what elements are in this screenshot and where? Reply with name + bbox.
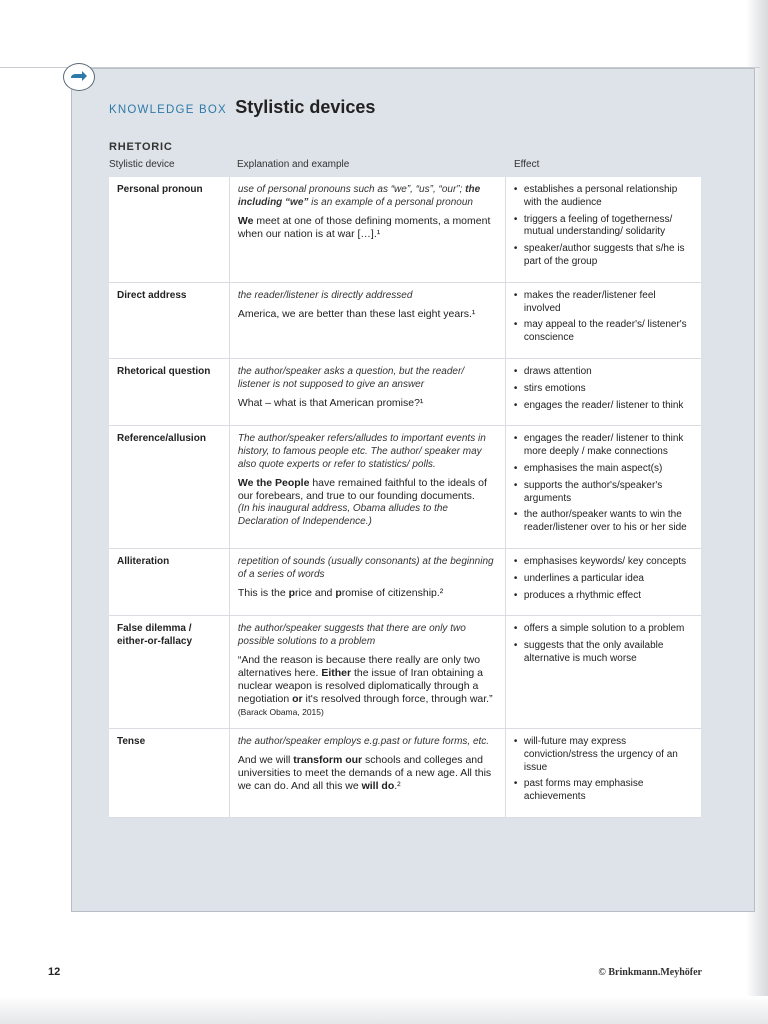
text-fragment: it's resolved through force, through war.” [302, 692, 493, 705]
explanation-cell [229, 358, 505, 425]
effect-list [514, 184, 693, 269]
section-title: RHETORIC [109, 141, 173, 153]
table-row [109, 728, 701, 817]
example [238, 397, 497, 410]
effect-item: • suggests that the only available alternative is much worse [514, 640, 693, 666]
table-row [109, 358, 701, 425]
column-header-explanation: Explanation and example [237, 159, 350, 170]
effect-list [514, 556, 693, 602]
example [238, 215, 497, 241]
device-name: Personal pronoun [109, 177, 229, 282]
table-row [109, 282, 701, 358]
effect-item: • will-future may express conviction/stress the urgency of an issue [514, 736, 693, 774]
effect-cell [505, 358, 701, 425]
table-row [109, 177, 701, 282]
publisher: © Brinkmann.Meyhöfer [598, 967, 702, 978]
page-number: 12 [48, 966, 61, 978]
definition [238, 736, 497, 749]
knowledge-box-label: KNOWLEDGE BOX [109, 104, 227, 116]
effect-list [514, 433, 693, 535]
effect-item: • establishes a personal relationship with the audience [514, 184, 693, 210]
text-fragment: America, we are better than these last eight years.¹ [237, 307, 476, 320]
emphasis-text: p [335, 586, 342, 599]
device-name: Rhetorical question [109, 358, 229, 425]
definition [238, 433, 497, 471]
arrow-right-icon [70, 71, 88, 83]
example-note: (In his inaugural address, Obama alludes to the Declaration of Independence.) [237, 502, 448, 527]
effect-item: • speaker/author suggests that s/he is part of the group [514, 243, 693, 269]
effect-item: • may appeal to the reader's/ listener's conscience [514, 319, 693, 345]
effect-list [514, 366, 693, 412]
effect-cell [505, 282, 701, 358]
page-title: Stylistic devices [235, 97, 376, 117]
effect-item: • produces a rhythmic effect [514, 590, 693, 603]
text-fragment: the author/speaker suggests that there are only two possible solutions to a problem [237, 623, 466, 648]
effect-item: • makes the reader/listener feel involved [514, 290, 693, 316]
table-row [109, 616, 701, 729]
text-fragment: rice and [295, 586, 336, 599]
emphasis-text: the including “we” [237, 184, 481, 208]
example [238, 587, 497, 600]
definition [238, 184, 497, 210]
text-fragment: romise of citizenship.² [341, 586, 444, 599]
effect-cell [505, 426, 701, 549]
effect-item: • draws attention [514, 366, 693, 379]
text-fragment: This is the [237, 586, 289, 599]
explanation-cell [229, 548, 505, 615]
text-fragment: the reader/listener is directly addressed [237, 289, 413, 301]
definition [238, 366, 497, 392]
text-fragment: repetition of sounds (usually consonants) at the beginning of a series of words [237, 555, 494, 580]
emphasis-text: will do [361, 779, 395, 792]
example [238, 754, 497, 793]
effect-item: • emphasises keywords/ key concepts [514, 556, 693, 569]
example-source: (Barack Obama, 2015) [237, 706, 324, 717]
page-bottom-shadow [0, 996, 768, 1024]
explanation-cell [229, 177, 505, 282]
example [238, 308, 497, 321]
effect-cell [505, 616, 701, 729]
effect-item: • supports the author's/speaker's arguments [514, 480, 693, 506]
stylistic-devices-table [109, 177, 701, 818]
example [238, 477, 497, 503]
explanation-cell [229, 282, 505, 358]
effect-item: • underlines a particular idea [514, 573, 693, 586]
emphasis-text: We the People [237, 476, 310, 489]
text-fragment: meet at one of those defining moments, a moment when our nation is at war […].¹ [237, 214, 491, 240]
explanation-cell [229, 616, 505, 729]
effect-cell [505, 728, 701, 817]
text-fragment: the author/speaker asks a question, but the reader/ listener is not supposed to give an answer [237, 365, 465, 390]
column-header-device: Stylistic device [109, 159, 175, 170]
definition [238, 290, 497, 303]
emphasis-text: transform our [293, 753, 363, 766]
emphasis-text: Either [321, 666, 352, 679]
device-name: False dilemma / either-or-fallacy [109, 616, 229, 729]
device-name: Tense [109, 728, 229, 817]
knowledge-box-title [109, 97, 375, 118]
explanation-cell [229, 728, 505, 817]
definition [238, 623, 497, 649]
text-fragment: have remained faithful to the ideals of our forebears, and true to our founding documents. [237, 476, 487, 502]
emphasis-text: or [292, 692, 303, 705]
device-name: Direct address [109, 282, 229, 358]
column-headers [109, 159, 705, 175]
text-fragment: the issue of Iran obtaining a nuclear weapon is resolved diplomatically through a negotiation [237, 666, 483, 705]
text-fragment: .² [394, 779, 401, 792]
effect-item: • past forms may emphasise achievements [514, 778, 693, 804]
example [238, 654, 497, 719]
emphasis-text: We [237, 214, 254, 227]
table-row [109, 548, 701, 615]
effect-item: • triggers a feeling of togetherness/ mutual understanding/ solidarity [514, 214, 693, 240]
device-name: Reference/allusion [109, 426, 229, 549]
effect-cell [505, 177, 701, 282]
effect-list [514, 623, 693, 665]
text-fragment: is an example of a personal pronoun [308, 196, 473, 208]
text-fragment: “And the reason is because there really are only two alternatives here. [237, 653, 481, 679]
explanation-cell [229, 426, 505, 549]
text-fragment: The author/speaker refers/alludes to important events in history, to famous people etc. The author/ speaker may also quote experts or refer to statistics/ polls. [237, 433, 486, 470]
text-fragment: And we will [237, 753, 294, 766]
effect-item: • engages the reader/ listener to think [514, 400, 693, 413]
text-fragment: What – what is that American promise?¹ [237, 396, 424, 409]
column-header-effect: Effect [514, 159, 540, 170]
effect-item: • engages the reader/ listener to think more deeply / make connections [514, 433, 693, 459]
effect-item: • stirs emotions [514, 383, 693, 396]
effect-item: • the author/speaker wants to win the reader/listener over to his or her side [514, 509, 693, 535]
definition [238, 556, 497, 582]
effect-item: • emphasises the main aspect(s) [514, 463, 693, 476]
device-name: Alliteration [109, 548, 229, 615]
table-row [109, 426, 701, 549]
text-fragment: use of personal pronouns such as “we”, “us”, “our”; [237, 184, 466, 195]
effect-list [514, 736, 693, 804]
emphasis-text: p [288, 586, 296, 599]
text-fragment: schools and colleges and universities to meet the demands of a new age. All this we can do. And all this we [237, 753, 492, 792]
effect-item: • offers a simple solution to a problem [514, 623, 693, 636]
text-fragment: the author/speaker employs e.g.past or future forms, etc. [237, 735, 490, 747]
effect-list [514, 290, 693, 345]
arrow-badge [63, 63, 95, 91]
effect-cell [505, 548, 701, 615]
